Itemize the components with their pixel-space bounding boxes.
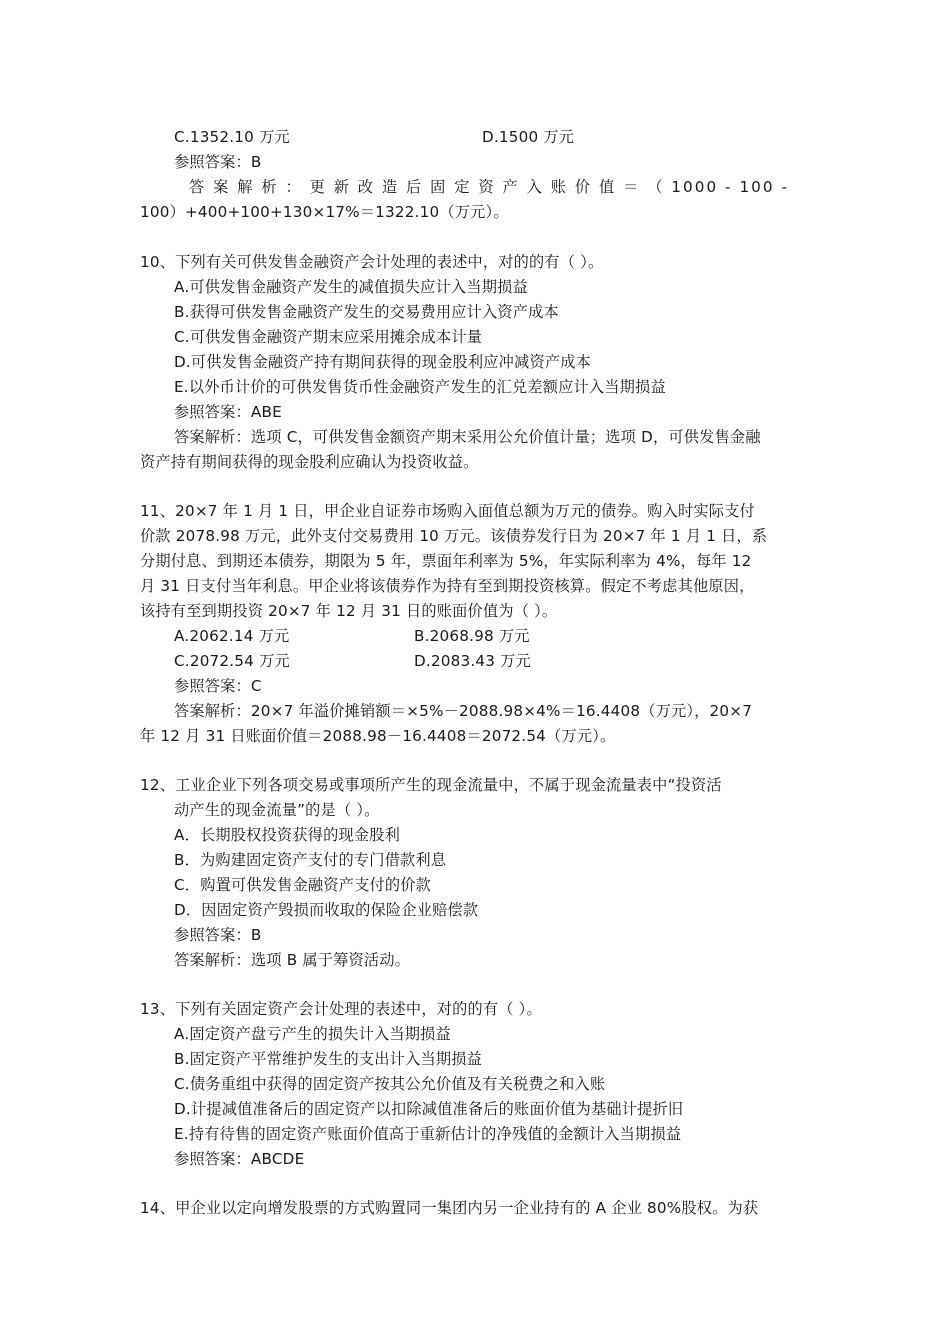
q11-stem-line2: 价款 2078.98 万元，此外支付交易费用 10 万元。该债券发行日为 20×7 年 1 月 1 日，系 xyxy=(140,527,768,545)
q13-option-c: C.债务重组中获得的固定资产按其公允价值及有关税费之和入账 xyxy=(174,1075,606,1093)
q12-stem-line1: 12、工业企业下列各项交易或事项所产生的现金流量中，不属于现金流量表中“投资活 xyxy=(140,776,722,794)
q10-option-e: E.以外币计价的可供发售货币性金融资产发生的汇兑差额应计入当期损益 xyxy=(174,378,666,396)
q11-answer: 参照答案：C xyxy=(174,677,262,695)
q13-option-b: B.固定资产平常维护发生的支出计入当期损益 xyxy=(174,1050,483,1068)
q11-stem-line1: 11、20×7 年 1 月 1 日，甲企业自证券市场购入面值总额为万元的债券。购入时实际支付 xyxy=(140,502,755,520)
q12-stem-line2: 动产生的现金流量”的是（ ）。 xyxy=(174,801,380,819)
q11-option-b: B.2068.98 万元 xyxy=(414,627,530,645)
q11-explanation-line1: 答案解析：20×7 年溢价摊销额＝×5%－2088.98×4%＝16.4408（万元），20×7 xyxy=(174,702,753,720)
q14-stem-line1: 14、甲企业以定向增发股票的方式购置同一集团内另一企业持有的 A 企业 80%股权。为获 xyxy=(140,1199,759,1217)
q10-answer: 参照答案：ABE xyxy=(174,403,282,421)
q10-option-d: D.可供发售金融资产持有期间获得的现金股利应冲减资产成本 xyxy=(174,353,591,371)
q12-explanation: 答案解析：选项 B 属于筹资活动。 xyxy=(174,951,411,969)
q11-option-c: C.2072.54 万元 xyxy=(174,652,290,670)
q13-option-d: D.计提减值准备后的固定资产以扣除减值准备后的账面价值为基础计提折旧 xyxy=(174,1100,684,1118)
q13-stem: 13、下列有关固定资产会计处理的表述中，对的的有（ ）。 xyxy=(140,1000,542,1018)
q9-explanation-line1: 答 案 解 析 ： 更 新 改 造 后 固 定 资 产 入 账 价 值 ＝ （ 1000 - 100 - xyxy=(189,178,789,196)
q11-option-a: A.2062.14 万元 xyxy=(174,627,290,645)
q10-option-b: B.获得可供发售金融资产发生的交易费用应计入资产成本 xyxy=(174,303,559,321)
q9-option-d: D.1500 万元 xyxy=(482,128,575,146)
q11-option-d: D.2083.43 万元 xyxy=(414,652,531,670)
q11-explanation-line2: 年 12 月 31 日账面价值＝2088.98－16.4408＝2072.54（万元）。 xyxy=(140,727,616,745)
q11-stem-line5: 该持有至到期投资 20×7 年 12 月 31 日的账面价值为（ ）。 xyxy=(140,602,558,620)
q10-option-a: A.可供发售金融资产发生的减值损失应计入当期损益 xyxy=(174,278,528,296)
q13-answer: 参照答案：ABCDE xyxy=(174,1150,305,1168)
q10-explanation-line1: 答案解析：选项 C，可供发售金额资产期末采用公允价值计量；选项 D，可供发售金融 xyxy=(174,428,761,446)
q10-explanation-line2: 资产持有期间获得的现金股利应确认为投资收益。 xyxy=(140,453,479,471)
q12-option-a: A．长期股权投资获得的现金股利 xyxy=(174,826,401,844)
q9-option-c: C.1352.10 万元 xyxy=(174,128,290,146)
q12-option-b: B．为购建固定资产支付的专门借款利息 xyxy=(174,851,447,869)
q9-explanation-line2: 100）+400+100+130×17%＝1322.10（万元）。 xyxy=(140,203,509,221)
q10-option-c: C.可供发售金融资产期末应采用摊余成本计量 xyxy=(174,328,483,346)
q11-stem-line3: 分期付息、到期还本债券，期限为 5 年，票面年利率为 5%，年实际利率为 4%，每年 12 xyxy=(140,552,752,570)
q13-option-a: A.固定资产盘亏产生的损失计入当期损益 xyxy=(174,1025,451,1043)
q13-option-e: E.持有待售的固定资产账面价值高于重新估计的净残值的金额计入当期损益 xyxy=(174,1125,682,1143)
q12-option-c: C．购置可供发售金融资产支付的价款 xyxy=(174,876,432,894)
q10-stem: 10、下列有关可供发售金融资产会计处理的表述中，对的的有（ ）。 xyxy=(140,253,604,271)
q11-stem-line4: 月 31 日支付当年利息。甲企业将该债券作为持有至到期投资核算。假定不考虑其他原因， xyxy=(140,577,755,595)
q12-answer: 参照答案：B xyxy=(174,926,262,944)
q9-answer: 参照答案：B xyxy=(174,153,262,171)
q12-option-d: D．因固定资产毁损而收取的保险企业赔偿款 xyxy=(174,901,479,919)
